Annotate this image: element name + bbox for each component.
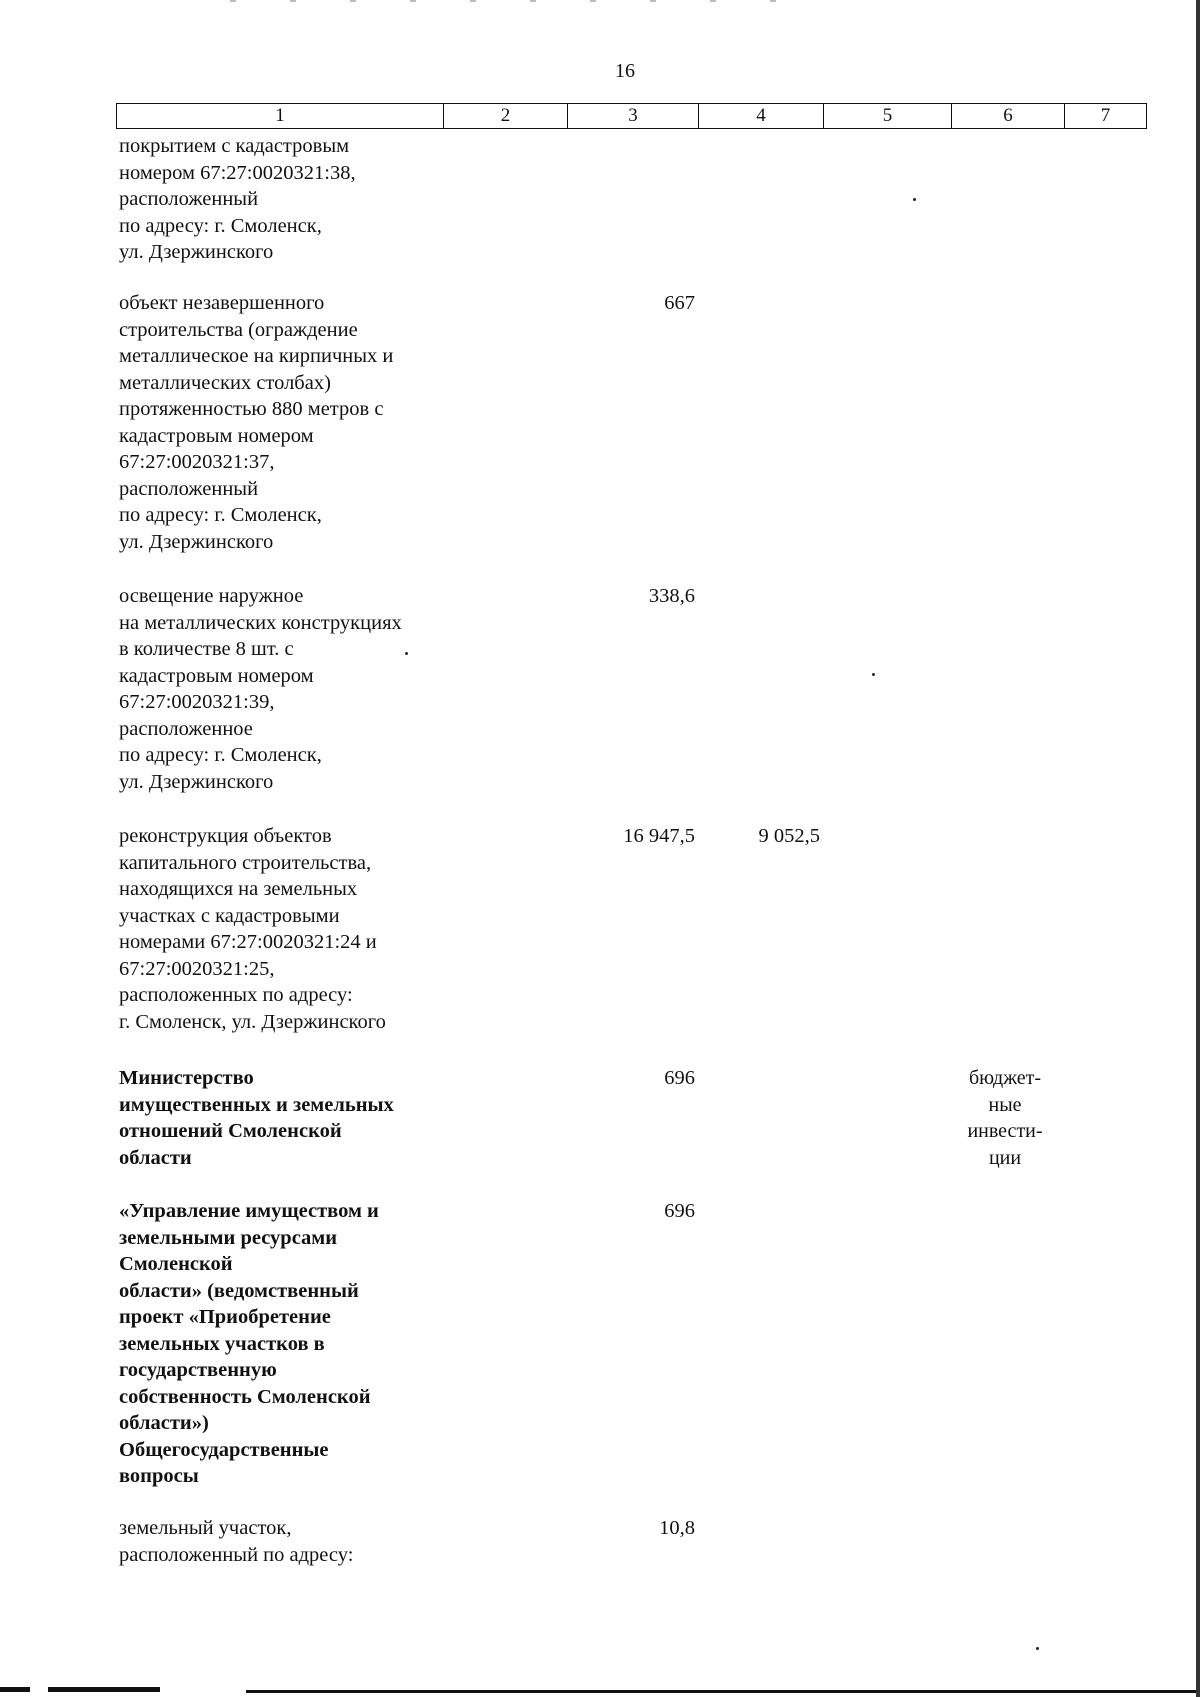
row-value-col3: 667 [664,292,695,314]
row-description: объект незавершенного строительства (ограждение металлическое на кирпичных и металлических столбах) протяженностью 880 метров с кадастровым номером 67:27:0020321:37, расположенный по адресу: г. Смоленск, ул. Дзержинского [119,292,394,553]
row-value-col3: 338,6 [648,585,695,607]
column-number-4: 4 [699,104,824,129]
row-value-col3: 696 [664,1067,695,1089]
row-value-col4: 9 052,5 [758,825,820,847]
row-value-col3: 16 947,5 [623,825,695,847]
scan-edge-right [1196,0,1200,1697]
scan-speck [913,198,916,201]
scan-artifact-bottom [0,1687,30,1692]
row-description: Министерство имущественных и земельных отношений Смоленской области [119,1067,394,1169]
column-number-3: 3 [568,104,699,129]
row-description: покрытием с кадастровым номером 67:27:0020321:38, расположенный по адресу: г. Смоленск, ул. Дзержинского [119,135,356,263]
page-number: 16 [615,60,635,82]
column-number-6: 6 [952,104,1065,129]
row-value-col6: бюджет- ные инвести- ции [967,1067,1043,1169]
scan-speck [405,652,408,655]
row-description: земельный участок, расположенный по адресу: [119,1517,354,1566]
column-number-1: 1 [117,104,444,129]
row-description: «Управление имуществом и земельными ресурсами Смоленской области» (ведомственный проект «Приобретение земельных участков в государственную собственность Смоленской области») Общегосударственные вопросы [119,1200,379,1487]
row-description: освещение наружное на металлических конструкциях в количестве 8 шт. с кадастровым номером 67:27:0020321:39, расположенное по адресу: г. Смоленск, ул. Дзержинского [119,585,402,793]
column-number-7: 7 [1065,104,1147,129]
column-number-5: 5 [824,104,952,129]
row-value-col3: 10,8 [659,1517,695,1539]
row-value-col3: 696 [664,1200,695,1222]
column-number-header [116,103,1147,129]
scan-speck [872,673,875,676]
scan-artifact-bottom [48,1687,160,1692]
scan-artifact-top [230,0,790,2]
row-description: реконструкция объектов капитального строительства, находящихся на земельных участках с кадастровыми номерами 67:27:0020321:24 и 67:27:0020321:25, расположенных по адресу: г. Смоленск, ул. Дзержинского [119,825,386,1033]
scan-speck [1036,1647,1039,1650]
column-number-2: 2 [444,104,568,129]
scan-artifact-bottom [246,1690,1196,1693]
